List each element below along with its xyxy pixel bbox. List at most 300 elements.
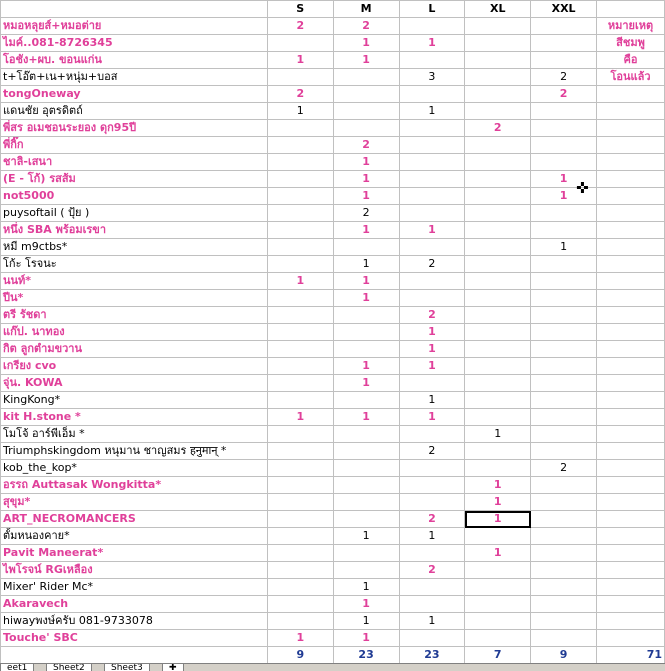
size-l-cell[interactable]: 3 (399, 69, 465, 86)
size-s-cell[interactable] (267, 460, 333, 477)
size-s-cell[interactable] (267, 596, 333, 613)
size-xl-cell[interactable] (465, 154, 531, 171)
size-s-cell[interactable]: 1 (267, 409, 333, 426)
note-cell[interactable] (597, 188, 665, 205)
total-m-cell[interactable]: 23 (333, 647, 399, 664)
size-xl-cell[interactable]: 1 (465, 511, 531, 528)
size-s-cell[interactable] (267, 222, 333, 239)
size-l-cell[interactable] (399, 86, 465, 103)
name-cell[interactable]: hiwayพงษ์ครับ 081-9733078 (1, 613, 268, 630)
size-xxl-cell[interactable] (531, 341, 597, 358)
table-row (1, 222, 665, 239)
size-l-cell[interactable] (399, 273, 465, 290)
size-l-cell[interactable] (399, 494, 465, 511)
note-cell[interactable] (597, 596, 665, 613)
total-xxl-cell[interactable]: 9 (531, 647, 597, 664)
size-xl-cell[interactable] (465, 256, 531, 273)
note-cell[interactable] (597, 290, 665, 307)
note-cell[interactable] (597, 545, 665, 562)
table-row (1, 273, 665, 290)
name-cell[interactable]: ตั้มหนองคาย* (1, 528, 268, 545)
note-cell[interactable] (597, 86, 665, 103)
size-xl-cell[interactable] (465, 35, 531, 52)
table-row (1, 358, 665, 375)
size-xxl-cell[interactable] (531, 613, 597, 630)
size-s-cell[interactable] (267, 528, 333, 545)
total-l-cell[interactable]: 23 (399, 647, 465, 664)
note-cell[interactable] (597, 528, 665, 545)
size-s-cell[interactable] (267, 120, 333, 137)
note-cell[interactable] (597, 358, 665, 375)
size-xl-cell[interactable]: 1 (465, 494, 531, 511)
size-xl-cell[interactable] (465, 18, 531, 35)
note-cell[interactable] (597, 630, 665, 647)
size-xl-cell[interactable]: 1 (465, 426, 531, 443)
size-xxl-cell[interactable] (531, 137, 597, 154)
name-cell[interactable]: โก้ะ โรจนะ (1, 256, 268, 273)
name-cell[interactable]: อรรถ Auttasak Wongkitta* (1, 477, 268, 494)
name-cell[interactable]: tongOneway (1, 86, 268, 103)
total-xl-cell[interactable]: 7 (465, 647, 531, 664)
size-xxl-cell[interactable] (531, 154, 597, 171)
size-xxl-cell[interactable] (531, 35, 597, 52)
name-cell[interactable]: puysoftail ( ปุ้ย ) (1, 205, 268, 222)
size-m-cell[interactable]: 1 (333, 35, 399, 52)
size-xl-cell[interactable] (465, 52, 531, 69)
size-m-cell[interactable] (333, 239, 399, 256)
size-m-cell[interactable]: 1 (333, 358, 399, 375)
table-row (1, 239, 665, 256)
note-cell[interactable] (597, 273, 665, 290)
size-s-cell[interactable]: 2 (267, 18, 333, 35)
size-l-cell[interactable] (399, 579, 465, 596)
size-l-cell[interactable] (399, 630, 465, 647)
size-xl-cell[interactable] (465, 579, 531, 596)
note-cell[interactable] (597, 324, 665, 341)
note-cell[interactable] (597, 511, 665, 528)
size-xxl-cell[interactable] (531, 426, 597, 443)
size-l-cell[interactable]: 1 (399, 409, 465, 426)
size-s-cell[interactable] (267, 358, 333, 375)
size-l-cell[interactable] (399, 205, 465, 222)
size-m-cell[interactable]: 1 (333, 596, 399, 613)
size-xxl-cell[interactable] (531, 511, 597, 528)
note-cell[interactable] (597, 103, 665, 120)
table-row (1, 120, 665, 137)
name-cell[interactable]: Triumphskingdom หนุมาน ชาญสมร हनुमान् * (1, 443, 268, 460)
size-l-cell[interactable]: 1 (399, 392, 465, 409)
size-s-cell[interactable] (267, 188, 333, 205)
size-m-cell[interactable]: 1 (333, 154, 399, 171)
size-xxl-cell[interactable] (531, 375, 597, 392)
size-s-cell[interactable] (267, 494, 333, 511)
size-m-cell[interactable]: 1 (333, 188, 399, 205)
size-l-cell[interactable]: 2 (399, 562, 465, 579)
size-l-cell[interactable] (399, 188, 465, 205)
name-cell[interactable]: ชาลิ-เสนา (1, 154, 268, 171)
size-m-cell[interactable]: 1 (333, 222, 399, 239)
size-m-cell[interactable]: 1 (333, 579, 399, 596)
size-m-cell[interactable] (333, 545, 399, 562)
total-s-cell[interactable]: 9 (267, 647, 333, 664)
size-xxl-cell[interactable] (531, 120, 597, 137)
table-row (1, 596, 665, 613)
size-xxl-cell[interactable]: 1 (531, 239, 597, 256)
note-cell[interactable] (597, 494, 665, 511)
size-s-cell[interactable] (267, 324, 333, 341)
size-xxl-cell[interactable]: 1 (531, 171, 597, 188)
name-cell[interactable]: ตรี รัชดา (1, 307, 268, 324)
table-row (1, 511, 665, 528)
column-header[interactable]: XXL (531, 1, 597, 18)
size-s-cell[interactable] (267, 545, 333, 562)
size-xxl-cell[interactable] (531, 630, 597, 647)
size-xxl-cell[interactable] (531, 494, 597, 511)
size-l-cell[interactable] (399, 477, 465, 494)
size-m-cell[interactable] (333, 103, 399, 120)
size-xxl-cell[interactable]: 1 (531, 188, 597, 205)
size-s-cell[interactable] (267, 443, 333, 460)
column-header[interactable]: S (267, 1, 333, 18)
size-xl-cell[interactable] (465, 443, 531, 460)
note-cell[interactable] (597, 409, 665, 426)
note-cell[interactable] (597, 613, 665, 630)
sheet-tab-3[interactable]: Sheet3 (104, 664, 150, 671)
size-xxl-cell[interactable] (531, 222, 597, 239)
name-cell[interactable]: ART_NECROMANCERS (1, 511, 268, 528)
name-cell[interactable]: นนท์* (1, 273, 268, 290)
size-l-cell[interactable]: 1 (399, 324, 465, 341)
column-header[interactable]: XL (465, 1, 531, 18)
size-s-cell[interactable]: 1 (267, 273, 333, 290)
size-m-cell[interactable]: 2 (333, 137, 399, 154)
size-l-cell[interactable]: 1 (399, 222, 465, 239)
sheet-tab-1[interactable]: eet1 (0, 664, 34, 671)
table-row (1, 375, 665, 392)
note-cell[interactable] (597, 443, 665, 460)
size-xxl-cell[interactable] (531, 596, 597, 613)
size-xxl-cell[interactable] (531, 545, 597, 562)
size-m-cell[interactable] (333, 324, 399, 341)
size-xxl-cell[interactable] (531, 562, 597, 579)
name-cell[interactable]: Akaravech (1, 596, 268, 613)
size-s-cell[interactable] (267, 137, 333, 154)
size-xl-cell[interactable] (465, 392, 531, 409)
name-cell[interactable]: จุ่น. KOWA (1, 375, 268, 392)
name-cell[interactable]: สุขุม* (1, 494, 268, 511)
size-m-cell[interactable] (333, 426, 399, 443)
size-s-cell[interactable]: 1 (267, 103, 333, 120)
note-cell[interactable] (597, 171, 665, 188)
size-m-cell[interactable]: 1 (333, 273, 399, 290)
size-xl-cell[interactable] (465, 205, 531, 222)
size-xl-cell[interactable] (465, 222, 531, 239)
size-xxl-cell[interactable] (531, 528, 597, 545)
name-cell[interactable]: หนึ่ง SBA พร้อมเรขา (1, 222, 268, 239)
size-xl-cell[interactable] (465, 239, 531, 256)
name-cell[interactable]: พี่สร อเมชอนระยอง ดุก95ปี (1, 120, 268, 137)
table-row (1, 528, 665, 545)
note-cell[interactable] (597, 392, 665, 409)
size-s-cell[interactable] (267, 239, 333, 256)
name-cell[interactable]: แก๊ป. นาทอง (1, 324, 268, 341)
note-cell[interactable] (597, 477, 665, 494)
size-l-cell[interactable]: 2 (399, 307, 465, 324)
note-cell[interactable] (597, 426, 665, 443)
note-cell[interactable] (597, 205, 665, 222)
size-xxl-cell[interactable] (531, 52, 597, 69)
size-xl-cell[interactable] (465, 460, 531, 477)
size-m-cell[interactable] (333, 69, 399, 86)
size-xl-cell[interactable] (465, 86, 531, 103)
size-l-cell[interactable]: 2 (399, 511, 465, 528)
name-cell[interactable]: แดนชัย อุตรดิตถ์ (1, 103, 268, 120)
size-m-cell[interactable]: 1 (333, 171, 399, 188)
note-cell[interactable] (597, 579, 665, 596)
size-xxl-cell[interactable] (531, 18, 597, 35)
name-cell[interactable]: ปีน* (1, 290, 268, 307)
size-m-cell[interactable]: 2 (333, 205, 399, 222)
size-xxl-cell[interactable] (531, 579, 597, 596)
size-s-cell[interactable] (267, 69, 333, 86)
name-cell[interactable]: (E - โก้) รสส้ม (1, 171, 268, 188)
size-xl-cell[interactable] (465, 103, 531, 120)
note-cell[interactable] (597, 222, 665, 239)
size-m-cell[interactable] (333, 307, 399, 324)
size-m-cell[interactable]: 2 (333, 18, 399, 35)
size-xl-cell[interactable] (465, 324, 531, 341)
size-l-cell[interactable]: 1 (399, 528, 465, 545)
size-xxl-cell[interactable] (531, 392, 597, 409)
table-row (1, 18, 665, 35)
size-l-cell[interactable]: 2 (399, 443, 465, 460)
size-l-cell[interactable]: 1 (399, 103, 465, 120)
table-row (1, 86, 665, 103)
size-l-cell[interactable] (399, 120, 465, 137)
name-cell[interactable]: หมี m9ctbs* (1, 239, 268, 256)
table-row (1, 171, 665, 188)
size-s-cell[interactable] (267, 256, 333, 273)
size-xl-cell[interactable] (465, 171, 531, 188)
size-m-cell[interactable]: 1 (333, 630, 399, 647)
size-xl-cell[interactable] (465, 358, 531, 375)
column-header[interactable]: L (399, 1, 465, 18)
header-row (1, 1, 665, 18)
size-l-cell[interactable]: 2 (399, 256, 465, 273)
size-xl-cell[interactable] (465, 596, 531, 613)
size-xl-cell[interactable]: 2 (465, 120, 531, 137)
sheet-tab-2[interactable]: Sheet2 (46, 664, 92, 671)
table-row (1, 630, 665, 647)
size-xl-cell[interactable] (465, 137, 531, 154)
note-cell[interactable] (597, 256, 665, 273)
table-row (1, 545, 665, 562)
size-xxl-cell[interactable] (531, 290, 597, 307)
size-s-cell[interactable]: 1 (267, 52, 333, 69)
size-xl-cell[interactable] (465, 375, 531, 392)
name-cell[interactable]: not5000 (1, 188, 268, 205)
size-l-cell[interactable]: 1 (399, 35, 465, 52)
size-m-cell[interactable] (333, 120, 399, 137)
size-l-cell[interactable] (399, 460, 465, 477)
size-l-cell[interactable]: 1 (399, 341, 465, 358)
name-cell[interactable]: Touche' SBC (1, 630, 268, 647)
size-s-cell[interactable] (267, 341, 333, 358)
note-cell[interactable] (597, 120, 665, 137)
size-l-cell[interactable] (399, 426, 465, 443)
size-xl-cell[interactable] (465, 528, 531, 545)
note-cell[interactable]: หมายเหตุ (597, 18, 665, 35)
size-xxl-cell[interactable] (531, 103, 597, 120)
size-xl-cell[interactable] (465, 341, 531, 358)
note-cell[interactable] (597, 137, 665, 154)
name-cell[interactable]: พี่กิ๊ก (1, 137, 268, 154)
size-l-cell[interactable] (399, 596, 465, 613)
name-cell[interactable]: Mixer' Rider Mc* (1, 579, 268, 596)
size-xxl-cell[interactable]: 2 (531, 460, 597, 477)
table-row (1, 443, 665, 460)
note-cell[interactable] (597, 341, 665, 358)
note-cell[interactable]: สีชมพู (597, 35, 665, 52)
size-s-cell[interactable]: 1 (267, 630, 333, 647)
name-cell[interactable]: เกรียง cvo (1, 358, 268, 375)
size-s-cell[interactable] (267, 307, 333, 324)
size-l-cell[interactable] (399, 375, 465, 392)
name-cell[interactable]: t+โอ๊ต+เน+หนุ่ม+บอส (1, 69, 268, 86)
size-l-cell[interactable] (399, 290, 465, 307)
size-xl-cell[interactable] (465, 613, 531, 630)
size-s-cell[interactable] (267, 171, 333, 188)
size-l-cell[interactable] (399, 52, 465, 69)
note-cell[interactable] (597, 239, 665, 256)
size-l-cell[interactable] (399, 137, 465, 154)
grand-total-cell[interactable]: 71 (597, 647, 665, 664)
size-m-cell[interactable]: 1 (333, 256, 399, 273)
size-s-cell[interactable] (267, 35, 333, 52)
size-l-cell[interactable]: 1 (399, 613, 465, 630)
totals-label-cell[interactable] (1, 647, 268, 664)
size-xl-cell[interactable] (465, 290, 531, 307)
size-m-cell[interactable]: 1 (333, 528, 399, 545)
name-cell[interactable]: Pavit Maneerat* (1, 545, 268, 562)
size-xxl-cell[interactable] (531, 358, 597, 375)
name-cell[interactable]: KingKong* (1, 392, 268, 409)
size-xl-cell[interactable] (465, 409, 531, 426)
size-l-cell[interactable] (399, 154, 465, 171)
size-m-cell[interactable] (333, 562, 399, 579)
size-m-cell[interactable]: 1 (333, 52, 399, 69)
size-s-cell[interactable] (267, 392, 333, 409)
column-header[interactable]: M (333, 1, 399, 18)
size-l-cell[interactable] (399, 171, 465, 188)
size-s-cell[interactable] (267, 205, 333, 222)
size-s-cell[interactable]: 2 (267, 86, 333, 103)
size-xl-cell[interactable] (465, 630, 531, 647)
size-m-cell[interactable] (333, 341, 399, 358)
size-s-cell[interactable] (267, 290, 333, 307)
size-xxl-cell[interactable] (531, 443, 597, 460)
size-xxl-cell[interactable] (531, 324, 597, 341)
size-xxl-cell[interactable]: 2 (531, 86, 597, 103)
size-l-cell[interactable]: 1 (399, 358, 465, 375)
size-s-cell[interactable] (267, 154, 333, 171)
name-cell[interactable]: kob_the_kop* (1, 460, 268, 477)
size-xxl-cell[interactable] (531, 477, 597, 494)
note-cell[interactable] (597, 375, 665, 392)
name-cell[interactable]: โอชัง+ผบ. ขอนแก่น (1, 52, 268, 69)
size-xxl-cell[interactable] (531, 307, 597, 324)
size-xxl-cell[interactable] (531, 409, 597, 426)
table-row (1, 579, 665, 596)
size-s-cell[interactable] (267, 426, 333, 443)
size-m-cell[interactable] (333, 86, 399, 103)
size-s-cell[interactable] (267, 477, 333, 494)
name-cell[interactable]: kit H.stone * (1, 409, 268, 426)
size-xl-cell[interactable]: 1 (465, 477, 531, 494)
size-m-cell[interactable] (333, 477, 399, 494)
insert-sheet-icon[interactable]: ✚ (162, 664, 184, 671)
size-xl-cell[interactable] (465, 307, 531, 324)
size-xxl-cell[interactable] (531, 256, 597, 273)
note-cell[interactable]: คือ (597, 52, 665, 69)
size-s-cell[interactable] (267, 562, 333, 579)
name-cell[interactable]: ไมค์..081-8726345 (1, 35, 268, 52)
table-row (1, 290, 665, 307)
size-m-cell[interactable] (333, 392, 399, 409)
name-cell[interactable]: ไพโรจน์ RGเหลือง (1, 562, 268, 579)
column-header[interactable] (597, 1, 665, 18)
size-l-cell[interactable] (399, 18, 465, 35)
totals-row (1, 647, 665, 664)
size-m-cell[interactable] (333, 511, 399, 528)
size-l-cell[interactable] (399, 545, 465, 562)
size-l-cell[interactable] (399, 239, 465, 256)
size-m-cell[interactable] (333, 443, 399, 460)
table-row (1, 460, 665, 477)
size-xxl-cell[interactable]: 2 (531, 69, 597, 86)
name-cell[interactable]: โมโจ้ อาร์พีเอ็ม * (1, 426, 268, 443)
size-xl-cell[interactable] (465, 188, 531, 205)
size-xl-cell[interactable] (465, 69, 531, 86)
note-cell[interactable]: โอนแล้ว (597, 69, 665, 86)
note-cell[interactable] (597, 154, 665, 171)
table-row (1, 426, 665, 443)
name-cell[interactable]: หมอหลุยส์+หมอต่าย (1, 18, 268, 35)
size-s-cell[interactable] (267, 375, 333, 392)
size-xl-cell[interactable]: 1 (465, 545, 531, 562)
size-m-cell[interactable]: 1 (333, 290, 399, 307)
column-header[interactable] (1, 1, 268, 18)
size-s-cell[interactable] (267, 579, 333, 596)
size-xl-cell[interactable] (465, 273, 531, 290)
size-s-cell[interactable] (267, 511, 333, 528)
table-row (1, 392, 665, 409)
table-row (1, 35, 665, 52)
size-m-cell[interactable] (333, 494, 399, 511)
size-s-cell[interactable] (267, 613, 333, 630)
note-cell[interactable] (597, 307, 665, 324)
size-m-cell[interactable]: 1 (333, 613, 399, 630)
size-xxl-cell[interactable] (531, 205, 597, 222)
name-cell[interactable]: กิต ลูกตำมขวาน (1, 341, 268, 358)
size-xl-cell[interactable] (465, 562, 531, 579)
size-m-cell[interactable] (333, 460, 399, 477)
note-cell[interactable] (597, 460, 665, 477)
size-m-cell[interactable]: 1 (333, 375, 399, 392)
size-m-cell[interactable]: 1 (333, 409, 399, 426)
size-xxl-cell[interactable] (531, 273, 597, 290)
note-cell[interactable] (597, 562, 665, 579)
